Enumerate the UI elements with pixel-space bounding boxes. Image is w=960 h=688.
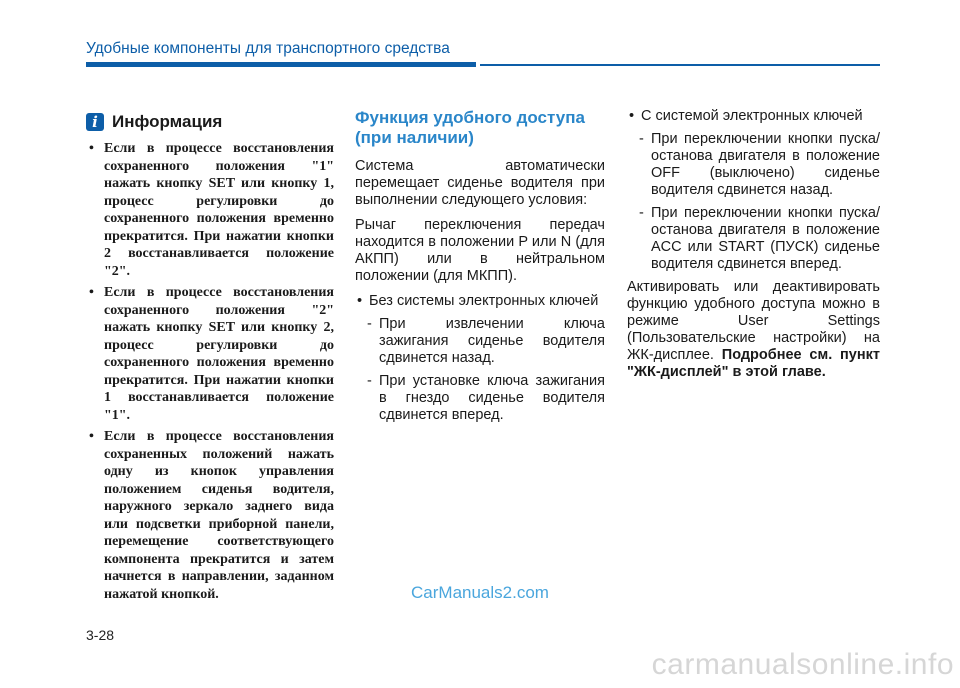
easy-access-condition: Рычаг переключения передач находится в положении P или N (для АКПП) или в нейтральном положении (для МКПП).: [355, 217, 605, 284]
smart-key-label: • С системой электронных ключей: [627, 108, 880, 125]
info-column: [86, 112, 334, 607]
no-smart-key-label: • Без системы электронных ключей: [355, 293, 605, 310]
header-rule-thick: [86, 62, 476, 67]
list-item: • Если в процессе восстановления сохраненного положения "2" нажать кнопку SET или кнопку 2, процесс регулировки до сохраненного положения временно прекратится. При нажатии кнопки 1 восстанавливается положение "1".: [86, 284, 334, 424]
section-header-title: Удобные компоненты для транспортного средства: [86, 40, 450, 57]
list-item: • Если в процессе восстановления сохраненных положений нажать одну из кнопок управления положением сиденья водителя, наружного зеркало заднего вида или подсветки приборной панели, перемещение соответствующего компонента прекратится и затем начнется в направлении, заданном нажатой кнопкой.: [86, 428, 334, 603]
page-number: 3-28: [86, 627, 115, 643]
list-item: - При переключении кнопки пуска/останова двигателя в положение OFF (выключено) сиденье водителя сдвинется назад.: [627, 131, 880, 199]
activation-text: Активировать или деактивировать функцию удобного доступа можно в режиме User Settings (Пользовательские настройки) на ЖК-дисплее.: [627, 279, 880, 363]
watermark-link[interactable]: CarManuals2.com: [411, 583, 549, 602]
activation-reference: Подробнее см. пункт "ЖК-дисплей" в этой главе.: [627, 347, 880, 380]
easy-access-column: [355, 108, 605, 430]
easy-access-title: Функция удобного доступа (при наличии): [355, 108, 585, 147]
list-item: - При переключении кнопки пуска/останова двигателя в положение ACC или START (ПУСК) сиденье водителя сдвинется вперед.: [627, 205, 880, 273]
smart-key-column: [627, 108, 880, 389]
info-icon: i: [86, 113, 104, 131]
info-heading: [86, 112, 334, 132]
header-rule-thin: [480, 64, 880, 66]
bottom-watermark: carmanualsonline.info: [651, 648, 954, 681]
activation-paragraph: [627, 279, 880, 381]
list-item: - При установке ключа зажигания в гнездо сиденье водителя сдвинется вперед.: [355, 373, 605, 424]
list-item: • Если в процессе восстановления сохраненного положения "1" нажать кнопку SET или кнопку 1, процесс регулировки до сохраненного положения временно прекратится. При нажатии кнопки 2 восстанавливается положение "2".: [86, 140, 334, 280]
info-list: [86, 140, 334, 603]
info-title: Информация: [112, 112, 223, 131]
easy-access-intro: Система автоматически перемещает сиденье водителя при выполнении следующего условия:: [355, 158, 605, 208]
list-item: - При извлечении ключа зажигания сиденье водителя сдвинется назад.: [355, 316, 605, 367]
